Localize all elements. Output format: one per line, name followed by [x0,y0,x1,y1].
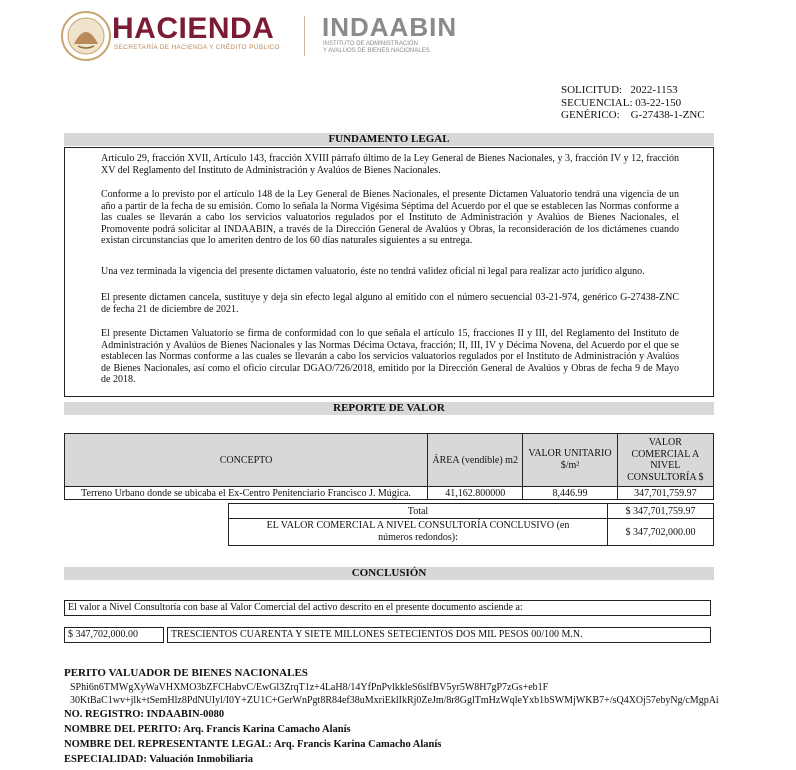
fundamento-paragraph-3: Una vez terminada la vigencia del presente dictamen valuatorio, éste no tendrá validez oficial ni legal para realizar acto jurídico alguno. [101,266,645,277]
fundamento-legal-heading: FUNDAMENTO LEGAL [64,133,714,146]
indaabin-title: INDAABIN [322,12,458,42]
value-report-table [64,433,714,500]
conclusivo-value: $ 347,702,000.00 [608,519,714,546]
row-valor-unitario: 8,446.99 [523,487,617,500]
fundamento-paragraph-5: El presente Dictamen Valuatorio se firma de conformidad con lo que señala el artículo 15, fracciones II y III, del Reglamento del Instituto de Administración y Avalúos de Bienes Nacionales y las Normas Décima Octava, fracción; II, III, IV y Décima Novena, del Acuerdo por el que se establecen las Normas conforme a las cuales se llevarán a cabo los servicios valuatorios regulados por el Instituto de Administración y Avalúos de Bienes Nacionales, así como el oficio circular DGAO/726/2018, emitido por la Dirección General de Avalúos y Obras de fecha 9 de Mayo de 2018. [101,328,679,385]
conclusion-heading: CONCLUSIÓN [64,567,714,580]
fundamento-paragraph-2: Conforme a lo previsto por el artículo 148 de la Ley General de Bienes Nacionales, el presente Dictamen Valuatorio tendrá una vigencia de un año a partir de la fecha de su emisión. Como lo señala la Norma Vigésima Séptima del Acuerdo por el que se establecen las Normas conforme a las cuales se llevarán a cabo los servicios valuatorios regulados por el Instituto de Administración y Avalúos de Bienes Nacionales, el Promovente podrá solicitar al INDAABIN, a través de la Dirección General de Avalúos y Obras, la reconsideración de los dictámenes cuando existan circunstancias que lo ameriten dentro de los 60 días naturales siguientes a su entrega. [101,189,679,246]
digital-signature-line-2: 30KtBaC1wv+jlk+tSemHlz8PdNUIyl/I0Y+ZU1C+GerWnPgt8R84ef38uMxriEklIkRj0ZeJm/8r8GglTmHzWqleYxb1bSWMjWKB7+/sQ4XOj57ebyNg/cMgpAi [70,695,719,706]
totals-table [228,503,714,546]
conclusion-text: El valor a Nivel Consultoría con base al Valor Comercial del activo descrito en el presente documento asciende a: [64,600,711,616]
row-valor-comercial: 347,701,759.97 [617,487,713,500]
col-header-concepto: CONCEPTO [65,434,428,487]
indaabin-subtitle-1: INSTITUTO DE ADMINISTRACIÓN [323,41,418,47]
conclusivo-label: EL VALOR COMERCIAL A NIVEL CONSULTORÍA CONCLUSIVO (en números redondos): [229,519,608,546]
indaabin-subtitle-2: Y AVALÚOS DE BIENES NACIONALES [323,48,430,54]
valor-comercial-line-3: NIVEL [650,460,681,471]
total-row [229,504,714,519]
valor-unitario-unit: $/m² [560,460,580,471]
row-area: 41,162.800000 [428,487,523,500]
table-header-row [65,434,714,487]
perito-name: NOMBRE DEL PERITO: Arq. Francis Karina Camacho Alanís [64,724,351,735]
valor-unitario-label: VALOR UNITARIO [528,448,612,459]
table-row [65,487,714,500]
reporte-valor-heading: REPORTE DE VALOR [64,402,714,415]
valor-comercial-line-4: CONSULTORÍA $ [627,471,704,483]
hacienda-title: HACIENDA [112,12,275,45]
total-value: $ 347,701,759.97 [608,504,714,519]
hacienda-subtitle: SECRETARÍA DE HACIENDA Y CRÉDITO PÚBLICO [114,44,280,51]
row-concepto: Terreno Urbano donde se ubicaba el Ex-Centro Penitenciario Francisco J. Múgica. [65,487,428,500]
conclusion-amount-words: TRESCIENTOS CUARENTA Y SIETE MILLONES SETECIENTOS DOS MIL PESOS 00/100 M.N. [167,627,711,643]
col-header-area: ÁREA (vendible) m2 [428,434,523,487]
document-references [561,84,705,122]
total-label: Total [229,504,608,519]
legal-representative: NOMBRE DEL REPRESENTANTE LEGAL: Arq. Francis Karina Camacho Alanís [64,739,442,750]
fundamento-paragraph-4: El presente dictamen cancela, sustituye y deja sin efecto legal alguno al emitido con el número secuencial 03-21-974, genérico G-27438-ZNC de fecha 21 de diciembre de 2021. [101,292,679,315]
fundamento-legal-box [64,147,714,397]
secuencial-ref: SECUENCIAL: 03-22-150 [561,96,682,109]
perito-title: PERITO VALUADOR DE BIENES NACIONALES [64,667,308,679]
fundamento-paragraph-1: Artículo 29, fracción XVII, Artículo 143, fracción XVIII párrafo último de la Ley General de Bienes Nacionales, y 3, fracción IV y 12, fracción XV del Reglamento del Instituto de Administración y Avalúos de Bienes Nacionales. [101,153,679,176]
conclusivo-row [229,519,714,546]
valor-comercial-line-2: COMERCIAL A [631,448,700,460]
conclusion-amount: $ 347,702,000.00 [64,627,164,643]
col-header-valor-comercial [617,434,713,487]
digital-signature-line-1: SPhi6n6TMWgXyWaVHXMO3bZFCHabvC/EwGl3ZrqT1z+4LaH8/14YfPnPvlkkleS6slfBV5yr5W8H7gP7zGs+eb1F [70,682,549,693]
mexico-coat-of-arms-logo [58,10,118,62]
col-header-valor-unitario [523,434,617,487]
specialty: ESPECIALIDAD: Valuación Inmobiliaria [64,754,254,765]
valor-comercial-line-1: VALOR [648,437,682,448]
registro-number: NO. REGISTRO: INDAABIN-0080 [64,709,225,720]
solicitud-ref: SOLICITUD: 2022-1153 [561,84,678,96]
generico-ref: GENÉRICO: G-27438-1-ZNC [561,109,705,121]
logo-divider [304,16,305,56]
